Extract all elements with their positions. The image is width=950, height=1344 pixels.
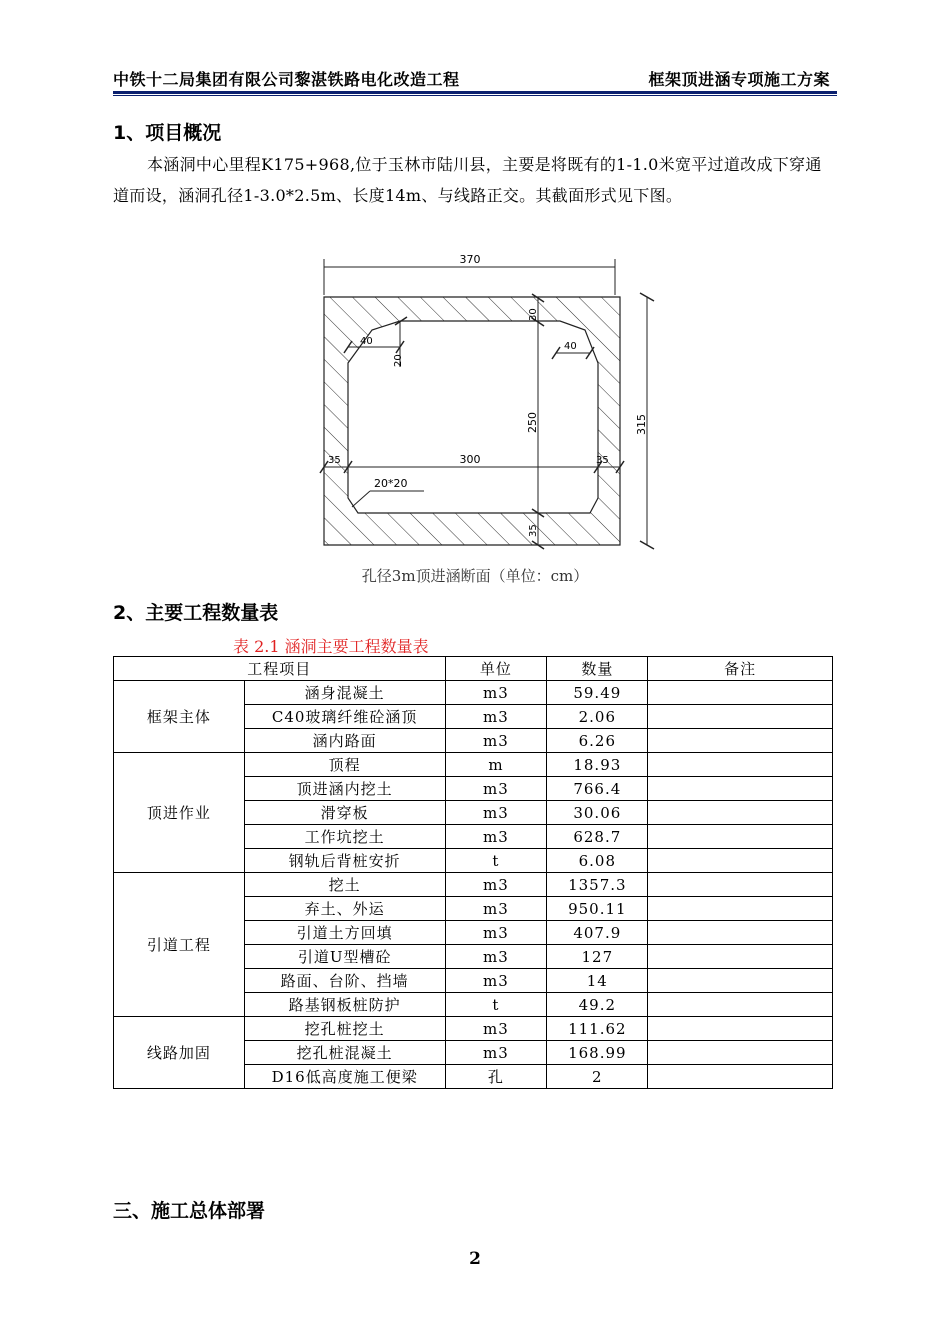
qty-cell: 1357.3 [547,873,648,897]
item-cell: 路面、台阶、挡墙 [244,969,445,993]
unit-cell: m3 [445,945,547,969]
dim-top-width: 370 [459,253,481,266]
unit-cell: m3 [445,873,547,897]
unit-cell: m3 [445,705,547,729]
remark-cell [648,1017,833,1041]
qty-cell: 2 [547,1065,648,1089]
culvert-section-figure [300,245,670,555]
remark-cell [648,1065,833,1089]
remark-cell [648,681,833,705]
unit-cell: m3 [445,825,547,849]
item-cell: 滑穿板 [244,801,445,825]
qty-cell: 49.2 [547,993,648,1017]
section1-title: 1、项目概况 [113,122,222,144]
item-cell: 钢轨后背桩安折 [244,849,445,873]
qty-cell: 950.11 [547,897,648,921]
header-rule-thin [113,95,837,96]
section3-title: 三、施工总体部署 [113,1200,266,1222]
remark-cell [648,729,833,753]
remark-cell [648,921,833,945]
item-cell: 挖孔桩挖土 [244,1017,445,1041]
page-number: 2 [469,1249,481,1269]
unit-cell: m3 [445,729,547,753]
unit-cell: m3 [445,921,547,945]
unit-cell: m3 [445,969,547,993]
item-cell: 工作坑挖土 [244,825,445,849]
qty-cell: 30.06 [547,801,648,825]
dim-bottom-chamfer: 20*20 [374,477,408,490]
qty-cell: 6.26 [547,729,648,753]
item-cell: D16低高度施工便梁 [244,1065,445,1089]
item-cell: 路基钢板桩防护 [244,993,445,1017]
header-remark: 备注 [648,657,833,681]
dim-haunch-height: 20 [393,354,404,367]
qty-cell: 18.93 [547,753,648,777]
header-unit: 单位 [445,657,547,681]
dim-inner-height: 250 [526,412,539,433]
table-row [114,753,833,777]
header-qty: 数量 [547,657,648,681]
table-row [114,681,833,705]
remark-cell [648,897,833,921]
unit-cell: m3 [445,1041,547,1065]
qty-cell: 14 [547,969,648,993]
remark-cell [648,705,833,729]
header-left-title: 中铁十二局集团有限公司黎湛铁路电化改造工程 [113,70,460,89]
remark-cell [648,753,833,777]
dim-total-height: 315 [635,414,648,435]
unit-cell: m3 [445,1017,547,1041]
table-caption: 表 2.1 涵洞主要工程数量表 [233,637,429,656]
qty-cell: 407.9 [547,921,648,945]
section1-paragraph [113,149,837,211]
dim-top-slab: 30 [528,308,539,321]
dim-bottom-slab: 35 [528,524,539,537]
item-cell: 挖土 [244,873,445,897]
item-cell: 挖孔桩混凝土 [244,1041,445,1065]
section1-text: 本涵洞中心里程K175+968,位于玉林市陆川县，主要是将既有的1-1.0米宽平过道改成下穿通道而设，涵洞孔径1-3.0*2.5m、长度14m、与线路正交。其截面形式见下图。 [113,155,822,205]
figure-caption: 孔径3m顶进涵断面（单位：cm） [361,567,589,585]
remark-cell [648,969,833,993]
header-right-title: 框架顶进涵专项施工方案 [648,70,830,89]
unit-cell: 孔 [445,1065,547,1089]
item-cell: C40玻璃纤维砼涵顶 [244,705,445,729]
qty-cell: 2.06 [547,705,648,729]
remark-cell [648,1041,833,1065]
item-cell: 弃土、外运 [244,897,445,921]
unit-cell: m [445,753,547,777]
concrete-section [324,297,620,545]
group-name-cell: 引道工程 [114,873,245,1017]
dim-right-wall: 35 [596,455,609,466]
chamfer-leader [352,491,370,507]
dim-left-wall: 35 [328,455,341,466]
item-cell: 顶进涵内挖土 [244,777,445,801]
header-rule-thick [113,91,837,94]
unit-cell: m3 [445,777,547,801]
dim-haunch-left: 40 [360,336,373,347]
unit-cell: t [445,993,547,1017]
table-row [114,1017,833,1041]
qty-cell: 111.62 [547,1017,648,1041]
item-cell: 引道U型槽砼 [244,945,445,969]
qty-cell: 59.49 [547,681,648,705]
qty-cell: 127 [547,945,648,969]
unit-cell: t [445,849,547,873]
table-row [114,873,833,897]
qty-cell: 766.4 [547,777,648,801]
group-name-cell: 线路加固 [114,1017,245,1089]
dim-inner-width: 300 [459,453,481,466]
remark-cell [648,777,833,801]
item-cell: 顶程 [244,753,445,777]
quantity-table [113,656,833,1089]
group-name-cell: 顶进作业 [114,753,245,873]
item-cell: 涵身混凝土 [244,681,445,705]
unit-cell: m3 [445,801,547,825]
section2-title: 2、主要工程数量表 [113,602,279,624]
qty-cell: 168.99 [547,1041,648,1065]
table-header-row [114,657,833,681]
remark-cell [648,873,833,897]
remark-cell [648,945,833,969]
header-item: 工程项目 [114,657,446,681]
remark-cell [648,849,833,873]
unit-cell: m3 [445,897,547,921]
qty-cell: 628.7 [547,825,648,849]
remark-cell [648,801,833,825]
remark-cell [648,825,833,849]
dim-haunch-right: 40 [564,341,577,352]
qty-cell: 6.08 [547,849,648,873]
item-cell: 涵内路面 [244,729,445,753]
unit-cell: m3 [445,681,547,705]
group-name-cell: 框架主体 [114,681,245,753]
remark-cell [648,993,833,1017]
item-cell: 引道土方回填 [244,921,445,945]
